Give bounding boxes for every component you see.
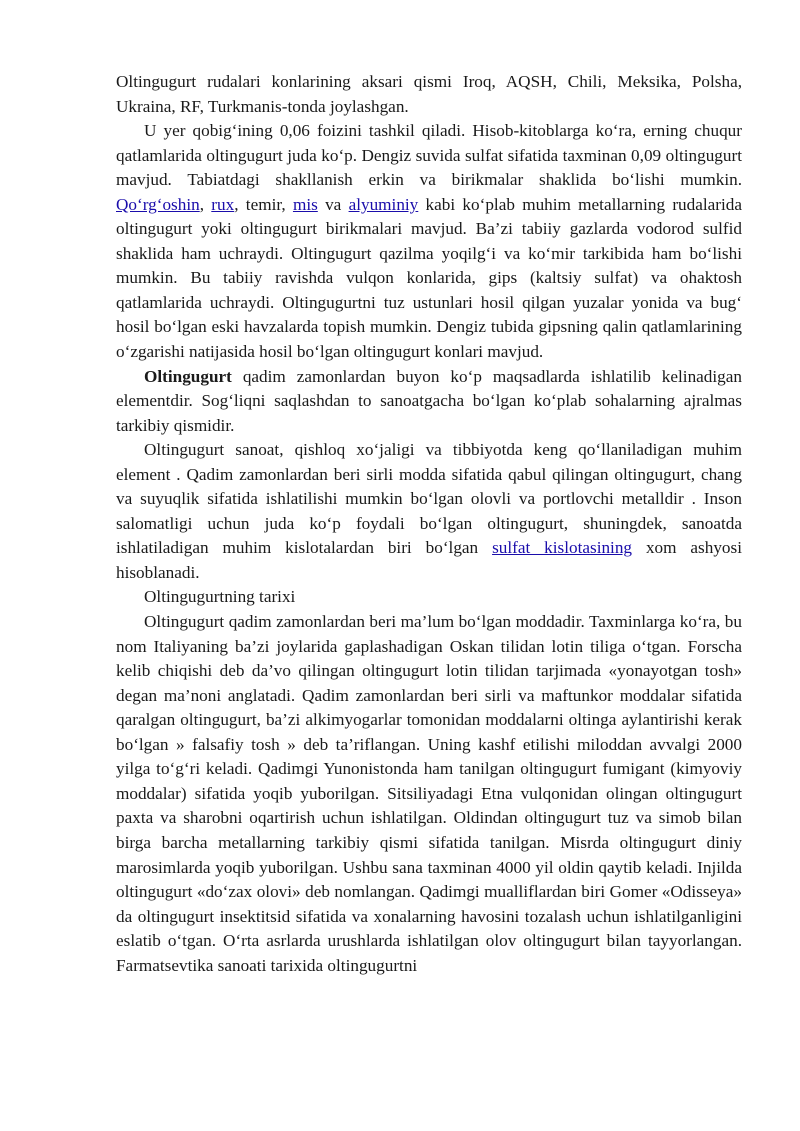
link-sulfat-kislotasi[interactable]: sulfat kislotasining — [492, 538, 633, 558]
link-rux[interactable]: rux — [211, 194, 235, 214]
section-heading: Oltingugurtning tarixi — [144, 587, 296, 607]
paragraph-2-text-a: U yer qobig‘ining 0,06 foizini tashkil qiladi. Hisob-kitoblarga ko‘ra, erning chuqur qatlamlarida oltingugurt juda ko‘p. Dengiz suvida sulfat sifatida taxminan 0,09 oltingugurt mavjud. Tabiatdagi shakllanish erkin va birikmalar shaklida bo‘lishi mumkin. — [116, 121, 742, 190]
separator: , — [199, 194, 212, 214]
link-mis[interactable]: mis — [292, 194, 318, 214]
paragraph-3 — [116, 365, 742, 439]
bold-term: Oltingugurt — [144, 366, 232, 386]
paragraph-4-text-b: xom ashyosi hisoblanadi. — [116, 538, 742, 582]
paragraph-3-text: qadim zamonlardan buyon ko‘p maqsadlarda ishlatilib kelinadigan elementdir. Sog‘liqni saqlashdan to sanoatgacha bo‘lgan ko‘plab sohalarning ajralmas tarkibiy qismidir. — [116, 366, 742, 435]
separator: va — [317, 194, 349, 214]
link-alyuminiy[interactable]: alyuminiy — [348, 194, 419, 214]
paragraph-4 — [116, 438, 742, 585]
paragraph-4-text-a: Oltingugurt sanoat, qishloq xo‘jaligi va tibbiyotda keng qo‘llaniladigan muhim element . Qadim zamonlardan beri sirli modda sifatida qabul qilingan oltingugurt, chang va suyuqlik sifatida ishlatilishi mumkin bo‘lgan olovli va portlovchi metalldir . Inson salomatligi uchun juda ko‘p foydali bo‘lgan oltingugurt, shuningdek, sanoatda ishlatiladigan muhim kislotalardan biri bo‘lgan — [116, 440, 742, 558]
separator: , temir, — [234, 194, 293, 214]
paragraph-2-text-b: kabi ko‘plab muhim metallarning rudalarida oltingugurt yoki oltingugurt birikmalari mavjud. Ba’zi tabiiy gazlarda vodorod sulfid shaklida ham uchraydi. Oltingugurt qazilma yoqilg‘i va ko‘mir tarkibida ham bo‘lishi mumkin. Bu tabiiy ravishda vulqon konlarida, gips (kaltsiy sulfat) va ohaktosh qatlamlarida uchraydi. Oltingugurtni tuz ustunlari hosil qilgan yuzalar yonida va bug‘ hosil bo‘lgan eski havzalarda topish mumkin. Dengiz tubida gipsning qalin qatlamlarining o‘zgarishi natijasida hosil bo‘lgan oltingugurt konlari mavjud. — [116, 194, 742, 362]
document-page — [116, 70, 742, 978]
paragraph-2 — [116, 119, 742, 364]
link-qorgoshin[interactable]: Qo‘rg‘oshin — [116, 194, 200, 214]
paragraph-1: Oltingugurt rudalari konlarining aksari qismi Iroq, AQSH, Chili, Meksika, Polsha, Ukraina, RF, Turkmanis-tonda joylashgan. — [116, 72, 742, 116]
paragraph-5: Oltingugurt qadim zamonlardan beri ma’lum bo‘lgan moddadir. Taxminlarga ko‘ra, bu nom Italiyaning ba’zi joylarida gaplashadigan Oskan tilidan lotin tiliga o‘tgan. Forscha kelib chiqishi deb da’vo qilingan oltingugurt lotin tilidan tarjimada «yonayotgan tosh» degan ma’noni anglatadi. Qadim zamonlardan beri sirli va maftunkor moddalar sifatida qaralgan oltingugurt, ba’zi alkimyogarlar tomonidan moddalarni oltinga aylantirishi kerak bo‘lgan » falsafiy tosh » deb ta’riflangan. Uning kashf etilishi miloddan avvalgi 2000 yilga to‘g‘ri keladi. Qadimgi Yunonistonda ham tanilgan oltingugurt fumigant (kimyoviy moddalar) sifatida yoqib yuborilgan. Sitsiliyadagi Etna vulqonidan olingan oltingugurt paxta va sharobni oqartirish uchun ishlatilgan. Oldindan oltingugurt tuz va simob bilan birga barcha metallarning tarkibiy qismi sifatida tanilgan. Misrda oltingugurt diniy marosimlarda yoqib yuborilgan. Ushbu sana taxminan 4000 yil oldin qaytib keladi. Injilda oltingugurt «do‘zax olovi» deb nomlangan. Qadimgi mualliflardan biri Gomer «Odisseya» da oltingugurt insektitsid sifatida va xonalarning havosini tozalash uchun ishlatilganligini eslatib o‘tgan. O‘rta asrlarda urushlarda ishlatilgan olov oltingugurt bilan tayyorlangan. Farmatsevtika sanoati tarixida oltingugurtni — [116, 612, 742, 975]
